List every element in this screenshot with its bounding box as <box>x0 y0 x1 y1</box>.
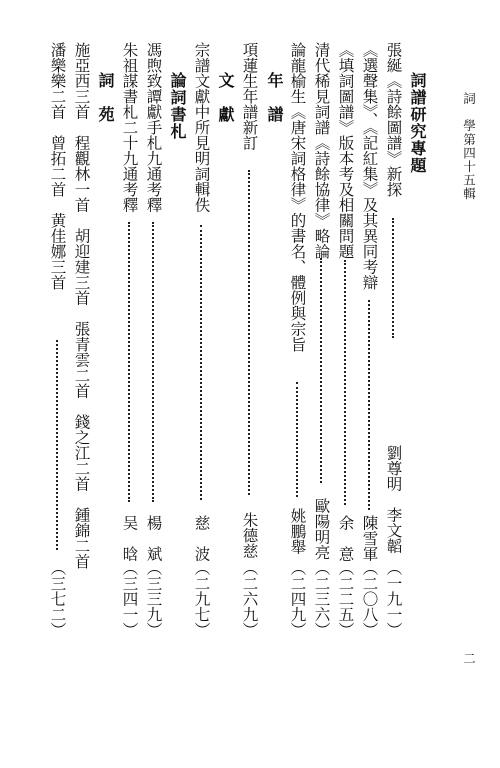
running-head-volume: 第四十五輯 <box>461 133 477 201</box>
toc-entry-page: （二〇八） <box>360 560 379 638</box>
section-heading-ci-yuan: 詞 苑 <box>96 72 115 123</box>
toc-entry-title: 張綖《詩餘圖譜》新探 <box>384 42 403 197</box>
toc-entry-page: （二三六） <box>312 560 331 638</box>
toc-entry-author: 朱德慈 <box>240 512 259 559</box>
leader-dots <box>392 218 394 338</box>
leader-dots <box>320 258 322 483</box>
toc-entry-poets: 潘樂樂二首 曾拓二首 黄佳娜三首 <box>48 42 67 290</box>
toc-entry-author: 姚鵬舉 <box>288 508 307 555</box>
toc-entry-author: 吴 晗 <box>120 515 139 562</box>
toc-entry-page: （二四九） <box>288 560 307 638</box>
toc-entry-page: （三三九） <box>144 560 163 638</box>
leader-dots <box>344 260 346 505</box>
section-heading-lun-ci-shu-zha: 論詞書札 <box>168 72 187 140</box>
toc-entry-title: 清代稀見詞譜《詩餘協律》略論 <box>312 42 331 259</box>
toc-entry-author: 慈 波 <box>192 515 211 562</box>
toc-entry-author: 劉尊明 李文韜 <box>384 445 403 554</box>
toc-entry-author: 陳雪軍 <box>360 515 379 562</box>
toc-entry-title: 《填詞圖譜》版本考及相關問題 <box>336 42 355 259</box>
toc-entry-title: 馮煦致譚獻手札九通考釋 <box>144 42 163 213</box>
toc-entry-title: 項蓮生年譜新訂 <box>240 42 259 151</box>
section-heading-wen-xian: 文 獻 <box>216 72 235 123</box>
toc-entry-author: 歐陽明亮 <box>312 498 331 560</box>
toc-entry-poets: 施亞西三首 程觀林一首 胡迎建三首 張青雲二首 錢之江二首 鍾錦二首 <box>72 42 91 569</box>
running-head-journal: 詞 學 <box>461 92 477 133</box>
leader-dots <box>152 222 154 502</box>
toc-entry-author: 余 意 <box>336 515 355 562</box>
running-head-page-number: 二 <box>461 652 477 666</box>
toc-entry-page: （一九一） <box>384 560 403 638</box>
leader-dots <box>128 222 130 502</box>
leader-dots <box>200 225 202 500</box>
toc-entry-page: （二二五） <box>336 560 355 638</box>
toc-entry-title: 朱祖謀書札二十九通考釋 <box>120 42 139 213</box>
toc-entry-page: （二六九） <box>240 560 259 638</box>
toc-entry-page: （二九七） <box>192 560 211 638</box>
toc-entry-author: 楊 斌 <box>144 515 163 562</box>
section-heading-nian-pu: 年 譜 <box>265 72 284 123</box>
leader-dots <box>248 170 250 495</box>
toc-entry-page: （三四一） <box>120 560 139 638</box>
leader-dots <box>368 300 370 510</box>
toc-entry-title: 《選聲集》、《記紅集》及其異同考辯 <box>360 42 379 290</box>
section-heading-ci-pu: 詞譜研究專題 <box>408 72 427 174</box>
toc-entry-title: 宗譜文獻中所見明詞輯佚 <box>192 42 211 213</box>
toc-entry-page: （三七二） <box>48 560 67 638</box>
leader-dots <box>296 382 298 497</box>
toc-entry-title: 論龍榆生《唐宋詞格律》的書名、體例與宗旨 <box>288 42 307 352</box>
leader-dots <box>56 340 58 550</box>
